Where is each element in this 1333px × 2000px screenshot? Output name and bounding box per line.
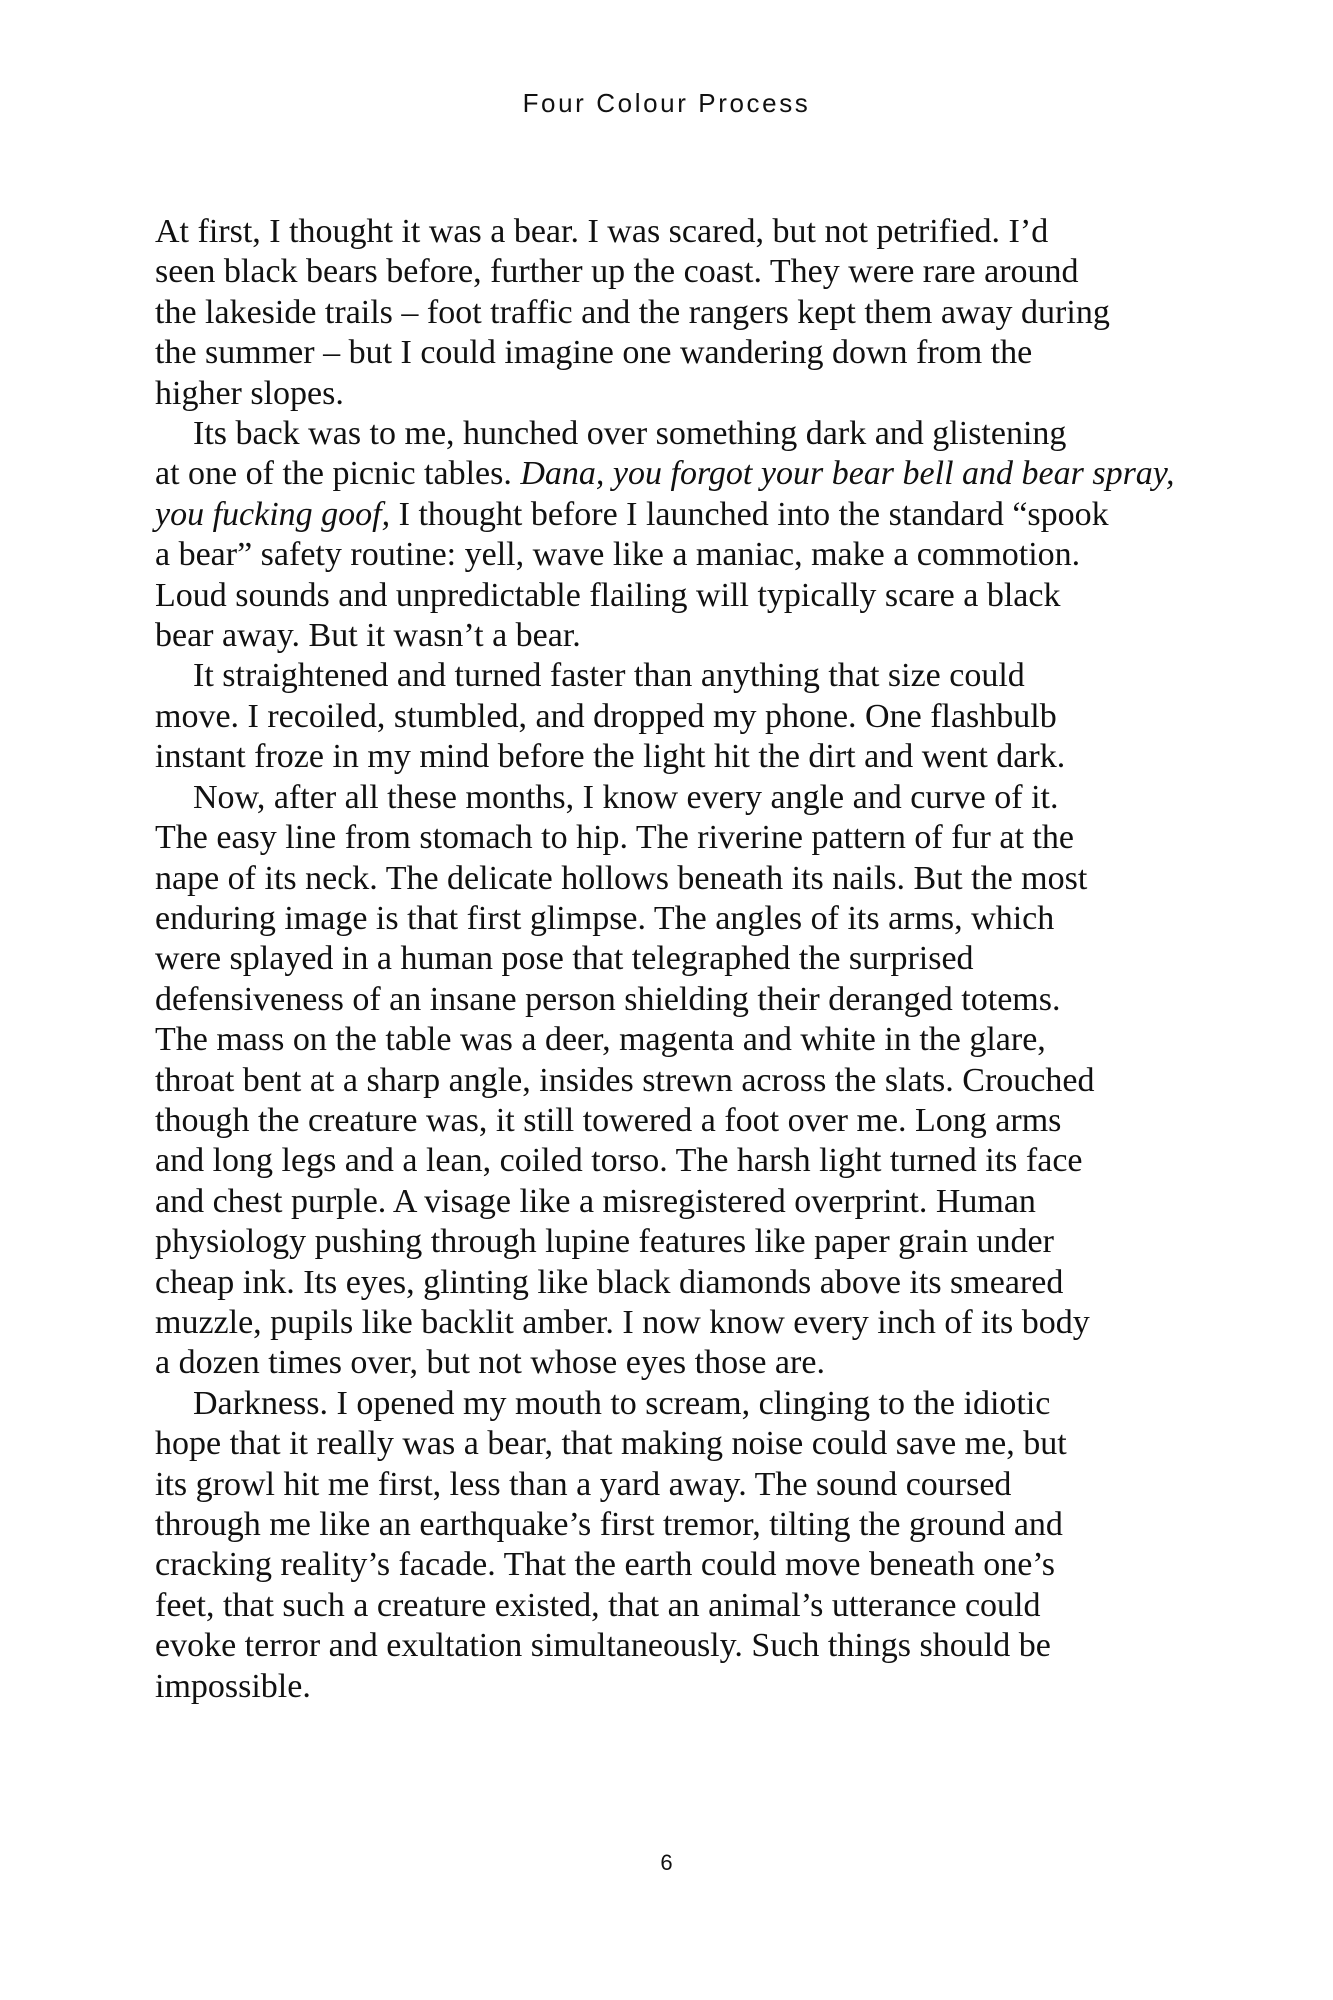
- text-line: [155, 1061, 1185, 1101]
- text-line: [155, 980, 1185, 1020]
- text-line: [155, 1505, 1185, 1545]
- text-line: [155, 1626, 1185, 1666]
- paragraph: [155, 212, 1185, 414]
- text-run: though the creature was, it still towered a foot over me. Long arms: [155, 1101, 1062, 1139]
- text-line: [155, 1263, 1185, 1303]
- text-line: [155, 1101, 1185, 1141]
- text-line: [155, 1222, 1185, 1262]
- text-line: [155, 212, 1185, 252]
- text-run: Loud sounds and unpredictable flailing will typically scare a black: [155, 576, 1061, 614]
- text-line: [155, 1384, 1185, 1424]
- text-line: [155, 1667, 1185, 1707]
- text-run: its growl hit me first, less than a yard away. The sound coursed: [155, 1465, 1012, 1503]
- paragraph: [155, 656, 1185, 777]
- paragraph: [155, 1384, 1185, 1707]
- text-run: enduring image is that first glimpse. The angles of its arms, which: [155, 899, 1055, 937]
- text-run: Its back was to me, hunched over something dark and glistening: [193, 415, 1067, 453]
- text-line: [155, 495, 1185, 535]
- text-line: [155, 1182, 1185, 1222]
- text-run: were splayed in a human pose that telegraphed the surprised: [155, 940, 974, 978]
- text-line: [155, 293, 1185, 333]
- text-line: [155, 1303, 1185, 1343]
- paragraph: [155, 414, 1185, 656]
- text-run: defensiveness of an insane person shielding their deranged totems.: [155, 980, 1061, 1018]
- text-line: [155, 616, 1185, 656]
- text-line: [155, 697, 1185, 737]
- body-text: [155, 212, 1185, 1707]
- text-run: the lakeside trails – foot traffic and the rangers kept them away during: [155, 293, 1110, 331]
- text-run: Now, after all these months, I know every angle and curve of it.: [193, 778, 1059, 816]
- text-run: seen black bears before, further up the coast. They were rare around: [155, 253, 1079, 291]
- text-run: the summer – but I could imagine one wandering down from the: [155, 334, 1033, 372]
- text-run: I thought before I launched into the standard “spook: [390, 495, 1109, 533]
- text-line: [155, 1424, 1185, 1464]
- text-run: nape of its neck. The delicate hollows beneath its nails. But the most: [155, 859, 1088, 897]
- text-run: impossible.: [155, 1667, 311, 1705]
- text-line: [155, 656, 1185, 696]
- text-line: [155, 1020, 1185, 1060]
- text-run: It straightened and turned faster than anything that size could: [193, 657, 1025, 695]
- text-run: The mass on the table was a deer, magenta and white in the glare,: [155, 1021, 1046, 1059]
- text-line: [155, 454, 1185, 494]
- text-line: [155, 374, 1185, 414]
- text-line: [155, 333, 1185, 373]
- text-run: throat bent at a sharp angle, insides strewn across the slats. Crouched: [155, 1061, 1095, 1099]
- text-line: [155, 1545, 1185, 1585]
- paragraph: [155, 778, 1185, 1384]
- text-run: muzzle, pupils like backlit amber. I now know every inch of its body: [155, 1303, 1090, 1341]
- text-line: [155, 939, 1185, 979]
- text-run: and chest purple. A visage like a misregistered overprint. Human: [155, 1182, 1036, 1220]
- page-number: 6: [660, 1850, 673, 1875]
- text-run: a bear” safety routine: yell, wave like a maniac, make a commotion.: [155, 536, 1081, 574]
- text-line: [155, 1465, 1185, 1505]
- text-run: evoke terror and exultation simultaneously. Such things should be: [155, 1627, 1051, 1665]
- text-line: [155, 818, 1185, 858]
- text-line: [155, 859, 1185, 899]
- text-run: a dozen times over, but not whose eyes those are.: [155, 1344, 825, 1382]
- text-run: move. I recoiled, stumbled, and dropped my phone. One flashbulb: [155, 697, 1057, 735]
- text-run: hope that it really was a bear, that making noise could save me, but: [155, 1425, 1067, 1463]
- text-run: At first, I thought it was a bear. I was scared, but not petrified. I’d: [155, 213, 1049, 250]
- italic-text: Dana, you forgot your bear bell and bear spray,: [520, 455, 1175, 493]
- text-line: [155, 737, 1185, 777]
- text-run: and long legs and a lean, coiled torso. The harsh light turned its face: [155, 1142, 1083, 1180]
- running-head: Four Colour Process: [522, 88, 811, 118]
- text-line: [155, 535, 1185, 575]
- text-run: feet, that such a creature existed, that an animal’s utterance could: [155, 1586, 1041, 1624]
- text-line: [155, 778, 1185, 818]
- text-line: [155, 1343, 1185, 1383]
- text-run: through me like an earthquake’s first tremor, tilting the ground and: [155, 1506, 1063, 1543]
- text-line: [155, 576, 1185, 616]
- text-run: cracking reality’s facade. That the earth could move beneath one’s: [155, 1546, 1055, 1584]
- text-run: The easy line from stomach to hip. The riverine pattern of fur at the: [155, 819, 1074, 857]
- text-run: higher slopes.: [155, 374, 344, 412]
- text-run: physiology pushing through lupine features like paper grain under: [155, 1223, 1054, 1261]
- text-line: [155, 1586, 1185, 1626]
- text-line: [155, 899, 1185, 939]
- text-run: bear away. But it wasn’t a bear.: [155, 617, 581, 655]
- italic-text: you fucking goof,: [155, 495, 391, 533]
- text-line: [155, 1141, 1185, 1181]
- text-line: [155, 252, 1185, 292]
- text-run: Darkness. I opened my mouth to scream, clinging to the idiotic: [193, 1384, 1051, 1422]
- text-run: instant froze in my mind before the light hit the dirt and went dark.: [155, 738, 1066, 776]
- text-run: cheap ink. Its eyes, glinting like black diamonds above its smeared: [155, 1263, 1064, 1301]
- text-line: [155, 414, 1185, 454]
- text-run: at one of the picnic tables.: [155, 455, 521, 493]
